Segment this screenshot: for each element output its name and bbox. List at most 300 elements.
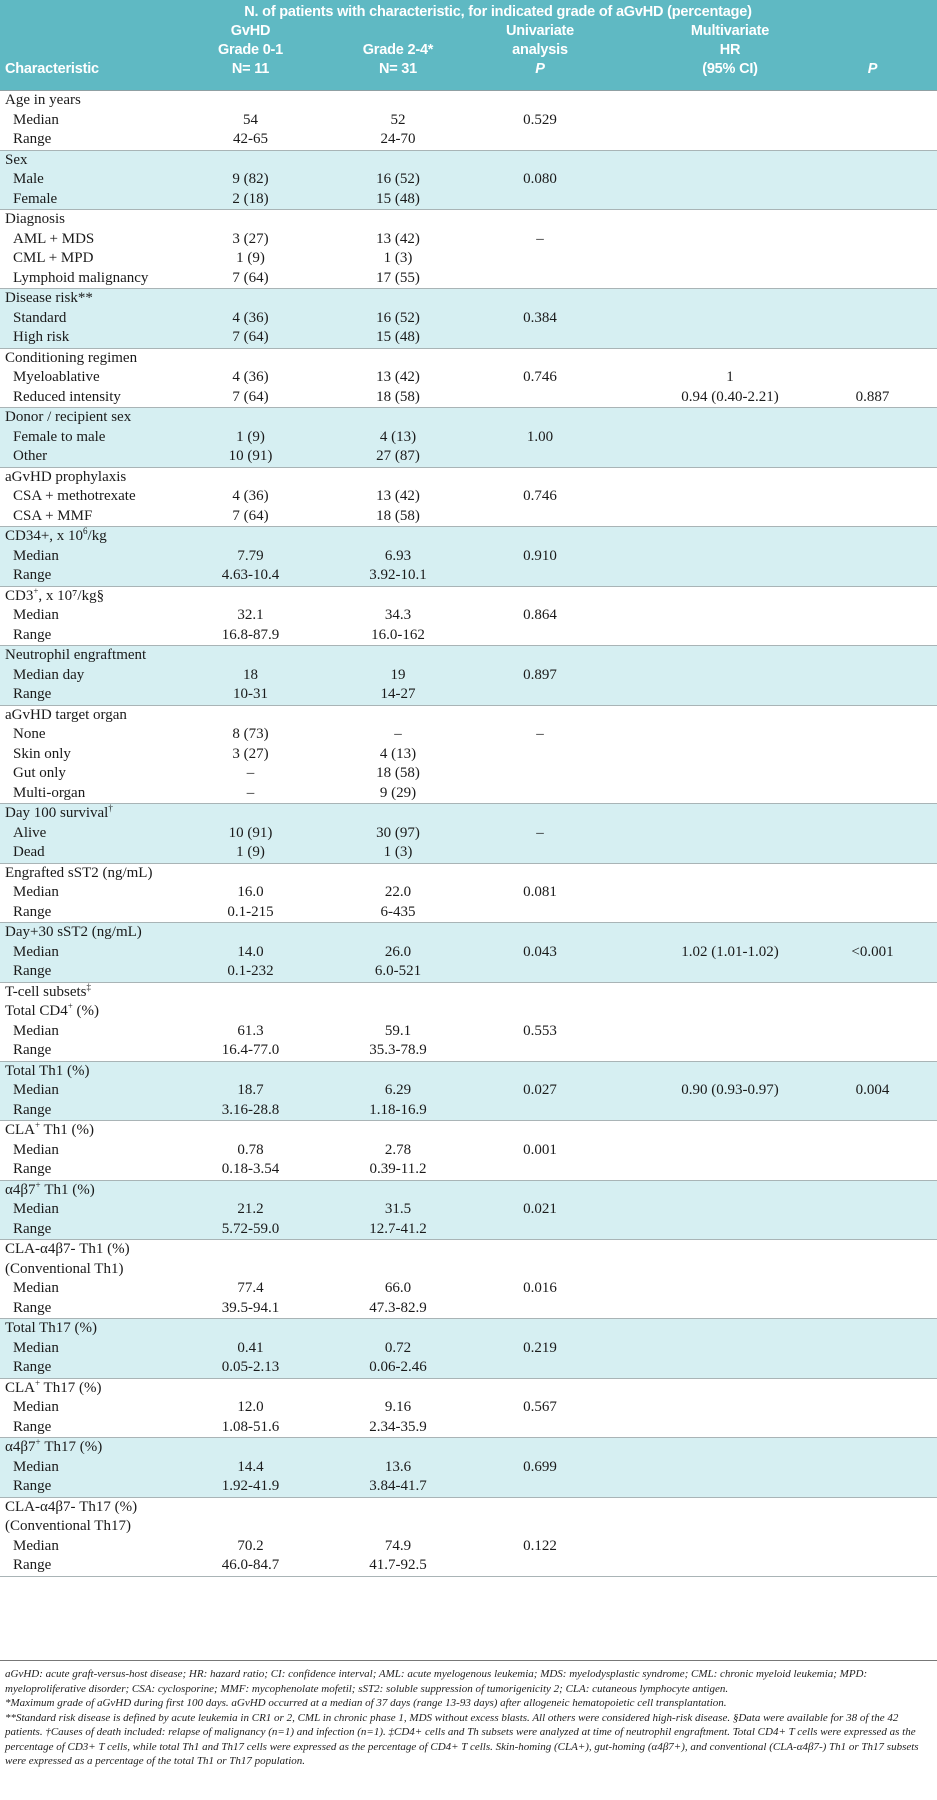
grade-0-1-cell: 1.92-41.9 bbox=[221, 1478, 280, 1494]
grade-0-1-cell: 4 (36) bbox=[232, 369, 269, 385]
grade-0-1-cell: 16.0 bbox=[237, 884, 264, 900]
table-row bbox=[0, 943, 937, 963]
table-group bbox=[0, 468, 937, 528]
grade-0-1-cell: 7 (64) bbox=[232, 329, 269, 345]
grade-2-4-cell: 41.7-92.5 bbox=[369, 1557, 427, 1573]
table-body bbox=[0, 91, 937, 1577]
table-row bbox=[0, 646, 937, 666]
row-label: Day 100 survival† bbox=[5, 803, 113, 821]
grade-2-4-cell: – bbox=[394, 726, 402, 742]
table-group bbox=[0, 804, 937, 864]
table-header bbox=[0, 0, 937, 90]
row-label-sup: + bbox=[33, 585, 39, 596]
grade-0-1-cell: 0.1-215 bbox=[227, 903, 274, 920]
grade-2-4-cell: 6.0-521 bbox=[374, 963, 422, 979]
grade-0-1-cell: 0.18-3.54 bbox=[221, 1161, 280, 1177]
row-label: Total Th17 (%) bbox=[5, 1320, 97, 1336]
row-label: Alive bbox=[13, 824, 47, 841]
grade-2-4-cell: 0.39-11.2 bbox=[369, 1161, 427, 1177]
univariate-p-cell: 0.043 bbox=[523, 943, 557, 960]
univariate-p-cell: 0.027 bbox=[523, 1082, 557, 1098]
univariate-p-cell: – bbox=[536, 824, 544, 841]
table-row bbox=[0, 1379, 937, 1399]
grade-0-1-cell: 7 (64) bbox=[232, 388, 269, 405]
uni-head-1: Univariate bbox=[505, 23, 575, 39]
table-row bbox=[0, 804, 937, 824]
table-row bbox=[0, 1358, 937, 1378]
grade-0-1-cell: 21.2 bbox=[237, 1201, 264, 1217]
grade-2-4-cell: 15 (48) bbox=[376, 329, 420, 345]
row-label: Female bbox=[13, 190, 58, 207]
table-row bbox=[0, 566, 937, 586]
table-row bbox=[0, 1240, 937, 1260]
multivariate-hr-cell: 0.90 (0.93-0.97) bbox=[681, 1082, 779, 1098]
row-label-sup: + bbox=[35, 1437, 41, 1447]
multi-head-3: (95% CI) bbox=[702, 61, 758, 77]
univariate-p-cell: 0.910 bbox=[523, 547, 557, 564]
grade-0-1-cell: 1 (9) bbox=[236, 428, 265, 445]
table-row bbox=[0, 1062, 937, 1082]
g2-head-1: Grade 2-4* bbox=[362, 42, 434, 58]
row-label: Median bbox=[13, 1201, 59, 1217]
table-row bbox=[0, 1220, 937, 1240]
table-row bbox=[0, 983, 937, 1003]
row-label: Sex bbox=[5, 151, 28, 168]
table-row bbox=[0, 1141, 937, 1161]
grade-2-4-cell: 47.3-82.9 bbox=[369, 1299, 427, 1316]
multivariate-hr-cell: 0.94 (0.40-2.21) bbox=[681, 388, 779, 405]
grade-2-4-cell: 35.3-78.9 bbox=[369, 1042, 427, 1058]
row-label: Day+30 sST2 (ng/mL) bbox=[5, 924, 142, 940]
span-title: N. of patients with characteristic, for indicated grade of aGvHD (percentage) bbox=[244, 4, 752, 20]
row-label-sup: + bbox=[35, 1179, 41, 1190]
grade-0-1-cell: 0.78 bbox=[237, 1141, 264, 1158]
row-label: Conditioning regimen bbox=[5, 349, 138, 366]
table-row bbox=[0, 962, 937, 982]
grade-2-4-cell: 0.06-2.46 bbox=[369, 1359, 427, 1375]
table-group bbox=[0, 1181, 937, 1241]
table-group bbox=[0, 923, 937, 983]
grade-0-1-cell: 42-65 bbox=[233, 131, 268, 147]
table-row bbox=[0, 447, 937, 467]
table-row bbox=[0, 1121, 937, 1141]
row-label: Median bbox=[13, 1339, 59, 1356]
row-label: Gut only bbox=[13, 765, 66, 781]
row-label: Median bbox=[13, 1399, 59, 1415]
row-label: Median bbox=[13, 1537, 59, 1554]
row-label: Engrafted sST2 (ng/mL) bbox=[5, 864, 153, 881]
grade-2-4-cell: 3.92-10.1 bbox=[369, 567, 427, 583]
grade-0-1-cell: 12.0 bbox=[237, 1399, 264, 1415]
row-label: Median bbox=[13, 1022, 59, 1039]
table-row bbox=[0, 843, 937, 863]
table-group bbox=[0, 151, 937, 211]
table-group bbox=[0, 408, 937, 468]
row-label: CLA+ Th17 (%) bbox=[5, 1377, 102, 1396]
grade-2-4-cell: 66.0 bbox=[384, 1280, 412, 1296]
grade-2-4-cell: 19 bbox=[390, 666, 406, 683]
row-label: Range bbox=[13, 131, 52, 147]
grade-0-1-cell: 14.0 bbox=[237, 943, 264, 960]
table-row bbox=[0, 626, 937, 646]
grade-0-1-cell: 18 bbox=[243, 666, 258, 683]
row-label: Neutrophil engraftment bbox=[5, 647, 147, 663]
table-row bbox=[0, 1398, 937, 1418]
table-row bbox=[0, 487, 937, 507]
table-row bbox=[0, 824, 937, 844]
grade-0-1-cell: 7 (64) bbox=[232, 507, 269, 524]
row-label-sup: + bbox=[67, 1001, 73, 1011]
table-group bbox=[0, 1062, 937, 1122]
grade-2-4-cell: 18 (58) bbox=[376, 388, 420, 405]
grade-2-4-cell: 3.84-41.7 bbox=[369, 1478, 427, 1494]
table-row bbox=[0, 903, 937, 923]
row-label: Myeloablative bbox=[13, 369, 100, 385]
multivariate-hr-cell: 1 bbox=[726, 369, 734, 385]
row-label: Range bbox=[13, 903, 52, 920]
table-group bbox=[0, 864, 937, 924]
table-row bbox=[0, 170, 937, 190]
univariate-p-cell: 0.081 bbox=[523, 884, 557, 900]
univariate-p-cell: 0.016 bbox=[523, 1280, 557, 1296]
table-row bbox=[0, 1181, 937, 1201]
table-row bbox=[0, 1498, 937, 1518]
table-row bbox=[0, 309, 937, 329]
grade-0-1-cell: 39.5-94.1 bbox=[221, 1299, 280, 1316]
grade-2-4-cell: 1 (3) bbox=[383, 844, 413, 860]
table-row bbox=[0, 587, 937, 607]
row-label: Male bbox=[13, 171, 44, 187]
table-group bbox=[0, 527, 937, 587]
row-label: Dead bbox=[13, 844, 45, 860]
row-label: Range bbox=[13, 626, 52, 643]
grade-0-1-cell: 1 (9) bbox=[236, 844, 265, 860]
table-row bbox=[0, 130, 937, 150]
row-label: (Conventional Th1) bbox=[5, 1260, 124, 1277]
univariate-p-cell: 0.384 bbox=[523, 309, 557, 326]
univariate-p-cell: 0.021 bbox=[523, 1201, 557, 1217]
row-label: Lymphoid malignancy bbox=[13, 269, 149, 286]
row-label: Multi-organ bbox=[13, 784, 86, 801]
grade-0-1-cell: 46.0-84.7 bbox=[221, 1557, 280, 1573]
g1-head-1: GvHD bbox=[230, 23, 271, 39]
row-label: Median bbox=[13, 1141, 59, 1158]
row-label: CLA-α4β7- Th1 (%) bbox=[5, 1241, 130, 1257]
grade-2-4-cell: 1.18-16.9 bbox=[369, 1101, 427, 1118]
table-row bbox=[0, 1160, 937, 1180]
row-label-sup: + bbox=[35, 1377, 41, 1388]
grade-0-1-cell: 1 (9) bbox=[236, 250, 265, 266]
grade-0-1-cell: 7.79 bbox=[237, 547, 264, 564]
grade-2-4-cell: 12.7-41.2 bbox=[369, 1220, 427, 1237]
table-row bbox=[0, 685, 937, 705]
grade-0-1-cell: 0.05-2.13 bbox=[221, 1359, 280, 1375]
univariate-p-cell: 0.122 bbox=[523, 1537, 557, 1554]
row-label: AML + MDS bbox=[13, 230, 95, 247]
table-row bbox=[0, 230, 937, 250]
row-label: Median bbox=[13, 943, 59, 960]
table-row bbox=[0, 349, 937, 369]
table-row bbox=[0, 527, 937, 547]
grade-2-4-cell: 4 (13) bbox=[379, 745, 417, 762]
row-label: Range bbox=[13, 1359, 52, 1375]
characteristic-head: Characteristic bbox=[5, 61, 99, 77]
row-label: Diagnosis bbox=[5, 211, 65, 227]
table-row bbox=[0, 706, 937, 726]
table-group bbox=[0, 1498, 937, 1577]
table-group bbox=[0, 983, 937, 1062]
table-row bbox=[0, 745, 937, 765]
grade-0-1-cell: 10-31 bbox=[233, 686, 268, 702]
row-label: CD34+, x $10^6/kg$ bbox=[5, 526, 107, 544]
grade-2-4-cell: 13.6 bbox=[384, 1458, 412, 1475]
grade-0-1-cell: 2 (18) bbox=[232, 190, 269, 207]
row-label-sup: † bbox=[108, 803, 113, 813]
table-row bbox=[0, 507, 937, 527]
grade-2-4-cell: 18 (58) bbox=[376, 765, 420, 781]
row-label: Median bbox=[13, 1082, 59, 1098]
multivariate-hr-cell: 1.02 (1.01-1.02) bbox=[681, 943, 779, 960]
p2-head: P bbox=[867, 61, 878, 77]
grade-2-4-cell: 18 (58) bbox=[376, 507, 420, 524]
grade-2-4-cell: 22.0 bbox=[384, 884, 412, 900]
row-label: Range bbox=[13, 963, 52, 979]
grade-2-4-cell: 59.1 bbox=[384, 1022, 412, 1039]
grade-0-1-cell: 4.63-10.4 bbox=[221, 567, 280, 583]
table-row bbox=[0, 289, 937, 309]
grade-2-4-cell: 13 (42) bbox=[376, 488, 420, 504]
table-row bbox=[0, 91, 937, 111]
grade-2-4-cell: 9.16 bbox=[384, 1399, 412, 1415]
grade-2-4-cell: 30 (97) bbox=[376, 824, 420, 841]
univariate-p-cell: 0.746 bbox=[523, 369, 557, 385]
grade-2-4-cell: 34.3 bbox=[384, 607, 412, 623]
table-row bbox=[0, 210, 937, 230]
grade-2-4-cell: 16 (52) bbox=[376, 171, 420, 187]
table-row bbox=[0, 1200, 937, 1220]
row-label: Range bbox=[13, 1478, 52, 1494]
row-label: CLA+ Th1 (%) bbox=[5, 1120, 94, 1138]
table-row bbox=[0, 1299, 937, 1319]
row-label: Range bbox=[13, 1299, 52, 1316]
row-label: Disease risk** bbox=[5, 290, 93, 306]
grade-0-1-cell: 32.1 bbox=[237, 607, 264, 623]
row-label: CD3+, x 10⁷/kg§ bbox=[5, 585, 105, 604]
univariate-p-cell: 0.529 bbox=[523, 111, 557, 128]
grade-2-4-cell: 9 (29) bbox=[379, 784, 417, 801]
row-label: Total Th1 (%) bbox=[5, 1062, 90, 1079]
row-label-sup: ‡ bbox=[86, 981, 92, 992]
row-label: Range bbox=[13, 1042, 52, 1058]
row-label: α4β7+ Th17 (%) bbox=[5, 1437, 103, 1455]
table-group bbox=[0, 289, 937, 349]
footnote: aGvHD: acute graft-versus-host disease; HR: hazard ratio; CI: confidence interval; AML: acute myelogenous leukemia; MDS: myelodysplastic syndrome; CML: chronic myeloid leukemia; MPD: myeloproliferative disorder; CSA: cyclosporine; MMF: mycophenolate mofetil; sST2: soluble suppression of tumorigenicity 2; CLA: cutaneous lymphocyte antigen. bbox=[5, 1668, 868, 1695]
table-row bbox=[0, 151, 937, 171]
table-row bbox=[0, 923, 937, 943]
row-label: aGvHD target organ bbox=[5, 706, 127, 723]
multi-head-2: HR bbox=[719, 42, 741, 58]
table-row bbox=[0, 1477, 937, 1497]
row-label: Female to male bbox=[13, 428, 106, 445]
row-label: Age in years bbox=[5, 92, 81, 108]
table-group bbox=[0, 587, 937, 647]
table-row bbox=[0, 1101, 937, 1121]
table-row bbox=[0, 1081, 937, 1101]
grade-0-1-cell: 70.2 bbox=[237, 1537, 264, 1554]
grade-0-1-cell: 3 (27) bbox=[232, 230, 269, 247]
row-label: CSA + methotrexate bbox=[13, 488, 136, 504]
grade-2-4-cell: 74.9 bbox=[384, 1537, 412, 1554]
row-label: Range bbox=[13, 686, 52, 702]
table-row bbox=[0, 883, 937, 903]
table-row bbox=[0, 1517, 937, 1537]
g2-head-2: N= 31 bbox=[378, 61, 418, 77]
uni-head-3: P bbox=[535, 61, 545, 77]
row-label: Standard bbox=[13, 309, 67, 326]
grade-2-4-cell: 31.5 bbox=[384, 1201, 412, 1217]
grade-2-4-cell: 6.29 bbox=[384, 1082, 412, 1098]
footnotes bbox=[5, 1667, 933, 1769]
univariate-p-cell: 0.746 bbox=[523, 488, 557, 504]
table-group bbox=[0, 91, 937, 151]
grade-0-1-cell: 3 (27) bbox=[232, 745, 269, 762]
table-row bbox=[0, 784, 937, 804]
table-row bbox=[0, 1041, 937, 1061]
table-group bbox=[0, 706, 937, 805]
grade-2-4-cell: 4 (13) bbox=[379, 428, 417, 445]
grade-2-4-cell: 15 (48) bbox=[376, 190, 420, 207]
row-label: CML + MPD bbox=[13, 250, 94, 266]
table-row bbox=[0, 1279, 937, 1299]
grade-0-1-cell: 3.16-28.8 bbox=[221, 1101, 280, 1118]
grade-0-1-cell: 54 bbox=[243, 111, 258, 128]
row-label: Median bbox=[13, 1458, 59, 1475]
multi-head-1: Multivariate bbox=[690, 23, 770, 39]
grade-2-4-cell: 13 (42) bbox=[376, 230, 420, 247]
grade-2-4-cell: 13 (42) bbox=[376, 369, 420, 385]
row-label: Range bbox=[13, 567, 52, 583]
univariate-p-cell: – bbox=[536, 726, 544, 742]
row-label-sup: + bbox=[35, 1120, 41, 1130]
table-row bbox=[0, 1537, 937, 1557]
grade-0-1-cell: – bbox=[246, 784, 255, 801]
table-group bbox=[0, 1319, 937, 1379]
grade-2-4-cell: 24-70 bbox=[380, 131, 416, 147]
grade-0-1-cell: 18.7 bbox=[237, 1082, 264, 1098]
table-row bbox=[0, 328, 937, 348]
grade-0-1-cell: 4 (36) bbox=[232, 488, 269, 504]
table-group bbox=[0, 349, 937, 409]
table-row bbox=[0, 428, 937, 448]
table-row bbox=[0, 606, 937, 626]
table-group bbox=[0, 210, 937, 289]
row-label: Median bbox=[13, 111, 59, 128]
grade-0-1-cell: 16.4-77.0 bbox=[221, 1042, 280, 1058]
row-label: T-cell subsets‡ bbox=[5, 981, 92, 1000]
grade-0-1-cell: 1.08-51.6 bbox=[221, 1418, 280, 1435]
univariate-p-cell: 0.080 bbox=[523, 171, 557, 187]
row-label: None bbox=[13, 726, 46, 742]
univariate-p-cell: 1.00 bbox=[526, 428, 554, 445]
row-label: aGvHD prophylaxis bbox=[5, 468, 127, 485]
uni-head-2: analysis bbox=[512, 42, 568, 58]
univariate-p-cell: 0.897 bbox=[523, 666, 557, 683]
row-label: α4β7+ Th1 (%) bbox=[5, 1179, 95, 1198]
grade-0-1-cell: 0.41 bbox=[237, 1339, 264, 1356]
grade-2-4-cell: 2.34-35.9 bbox=[369, 1418, 427, 1435]
row-label: (Conventional Th17) bbox=[5, 1518, 131, 1534]
table-row bbox=[0, 1458, 937, 1478]
grade-0-1-cell: 77.4 bbox=[237, 1280, 264, 1296]
table-row bbox=[0, 368, 937, 388]
grade-2-4-cell: 14-27 bbox=[380, 686, 416, 702]
g1-head-3: N= 11 bbox=[231, 61, 270, 77]
grade-0-1-cell: 16.8-87.9 bbox=[221, 626, 280, 643]
row-label: High risk bbox=[13, 329, 70, 345]
row-label: Range bbox=[13, 1220, 52, 1237]
grade-2-4-cell: 6.93 bbox=[384, 547, 412, 564]
row-label: CSA + MMF bbox=[13, 507, 93, 524]
grade-2-4-cell: 6-435 bbox=[380, 903, 416, 920]
row-label: Median bbox=[13, 547, 59, 564]
footnote-rule bbox=[0, 1660, 937, 1661]
table-group bbox=[0, 1379, 937, 1439]
row-label: Reduced intensity bbox=[13, 388, 121, 405]
multivariate-p-cell: <0.001 bbox=[851, 943, 894, 960]
footnote: *Maximum grade of aGvHD during first 100 days. aGvHD occurred at a median of 37 days (range 13-93 days) after allogeneic hematopoietic cell transplantation. bbox=[5, 1697, 727, 1709]
table-row bbox=[0, 1002, 937, 1022]
table-row bbox=[0, 190, 937, 210]
row-label: Total CD4+ (%) bbox=[5, 1001, 100, 1019]
grade-0-1-cell: 14.4 bbox=[237, 1458, 264, 1475]
grade-0-1-cell: 0.1-232 bbox=[227, 963, 274, 979]
row-label: Median bbox=[13, 607, 59, 623]
grade-0-1-cell: 10 (91) bbox=[228, 824, 273, 841]
grade-2-4-cell: 27 (87) bbox=[376, 448, 420, 464]
grade-2-4-cell: 52 bbox=[390, 111, 406, 128]
table-row bbox=[0, 764, 937, 784]
univariate-p-cell: 0.567 bbox=[523, 1399, 557, 1415]
table-row bbox=[0, 1418, 937, 1438]
table-row bbox=[0, 1438, 937, 1458]
table-row bbox=[0, 1260, 937, 1280]
univariate-p-cell: 0.219 bbox=[523, 1339, 557, 1356]
grade-0-1-cell: 8 (73) bbox=[232, 726, 269, 742]
g1-head-2: Grade 0-1 bbox=[217, 42, 284, 58]
row-label: Range bbox=[13, 1557, 52, 1573]
row-label-sup: 6 bbox=[83, 526, 88, 536]
table-row bbox=[0, 666, 937, 686]
grade-0-1-cell: 61.3 bbox=[237, 1022, 264, 1039]
row-label: Donor / recipient sex bbox=[5, 409, 132, 425]
table-group bbox=[0, 1121, 937, 1181]
table-row bbox=[0, 1556, 937, 1576]
table-row bbox=[0, 1339, 937, 1359]
univariate-p-cell: 0.001 bbox=[523, 1141, 557, 1158]
table-row bbox=[0, 388, 937, 408]
row-label: Median bbox=[13, 1280, 59, 1296]
grade-0-1-cell: 5.72-59.0 bbox=[221, 1220, 280, 1237]
table-row bbox=[0, 111, 937, 131]
univariate-p-cell: 0.864 bbox=[523, 607, 557, 623]
table-group bbox=[0, 1240, 937, 1319]
row-label: Skin only bbox=[13, 745, 71, 762]
row-label: CLA-α4β7- Th17 (%) bbox=[5, 1498, 138, 1515]
row-label: Other bbox=[13, 448, 48, 464]
table-row bbox=[0, 1319, 937, 1339]
table-row bbox=[0, 725, 937, 745]
table-row bbox=[0, 1022, 937, 1042]
